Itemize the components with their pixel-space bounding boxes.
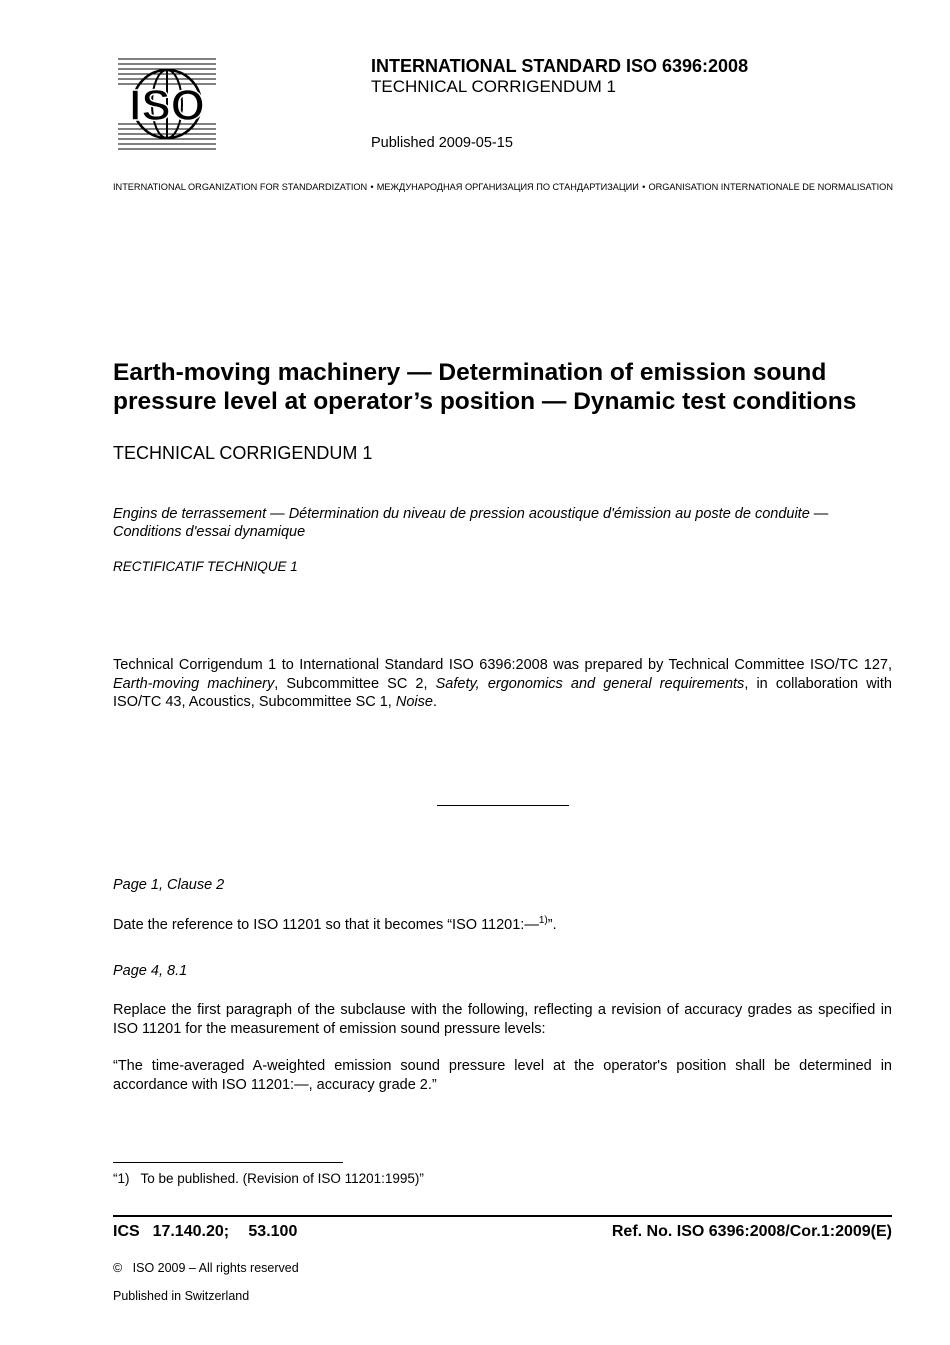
correction-text-1: Date the reference to ISO 11201 so that it becomes “ISO 11201:—$^{1)}$”. bbox=[113, 915, 557, 933]
correction-text-2: Replace the first paragraph of the subclause with the following, reflecting a revision of accuracy grades as specified in ISO 11201 for the measurement of emission sound pressure levels: bbox=[113, 1002, 892, 1037]
copyright: © ISO 2009 – All rights reserved bbox=[113, 1261, 299, 1275]
org-name-fr: ORGANISATION INTERNATIONALE DE NORMALISATION bbox=[648, 182, 893, 192]
correction-reference-1: Page 1, Clause 2 bbox=[113, 877, 225, 893]
french-corrigendum-label: RECTIFICATIF TECHNIQUE 1 bbox=[113, 559, 298, 574]
footer-rule bbox=[113, 1215, 892, 1217]
org-name-ru: МЕЖДУНАРОДНАЯ ОРГАНИЗАЦИЯ ПО СТАНДАРТИЗАЦИИ bbox=[376, 182, 639, 192]
title-line-2: pressure level at operator’s position — Dynamic test conditions bbox=[113, 388, 857, 415]
correction-reference-2: Page 4, 8.1 bbox=[113, 963, 188, 979]
replacement-text: “The time-averaged A-weighted emission sound pressure level at the operator's position shall be determined in accordance with ISO 11201:—, accuracy grade 2.” bbox=[113, 1058, 892, 1093]
org-separator: • bbox=[642, 182, 646, 192]
org-separator: • bbox=[370, 182, 374, 192]
footnote: “1) To be published. (Revision of ISO 11201:1995)” bbox=[113, 1171, 424, 1186]
published-in: Published in Switzerland bbox=[113, 1289, 250, 1303]
document-title bbox=[113, 358, 903, 416]
intro-paragraph: Technical Corrigendum 1 to International Standard ISO 6396:2008 was prepared by Technical Committee ISO/TC 127, Earth-moving machinery, Subcommittee SC 2, Safety, ergonomics and general requirements, in collaboration with ISO/TC 43, Acoustics, Subcommittee SC 1, Noise. bbox=[113, 657, 892, 710]
iso-logo bbox=[118, 56, 216, 152]
published-date: Published 2009-05-15 bbox=[371, 135, 513, 151]
org-name-en: INTERNATIONAL ORGANIZATION FOR STANDARDIZATION bbox=[113, 182, 368, 192]
title-line-1: Earth-moving machinery — Determination of emission sound bbox=[113, 359, 827, 386]
section-divider bbox=[437, 805, 569, 806]
footnote-marker: 1) bbox=[538, 915, 548, 927]
standard-title: INTERNATIONAL STANDARD ISO 6396:2008 bbox=[371, 56, 749, 76]
footnote-rule bbox=[113, 1162, 343, 1163]
french-title: Engins de terrassement — Détermination du niveau de pression acoustique d'émission au poste de conduite — Conditions d'essai dynamique bbox=[113, 506, 829, 540]
logo-text: ISO bbox=[129, 81, 205, 130]
corrigendum-label: TECHNICAL CORRIGENDUM 1 bbox=[113, 443, 373, 463]
standard-subtitle: TECHNICAL CORRIGENDUM 1 bbox=[371, 77, 616, 96]
organization-line bbox=[113, 182, 893, 192]
reference-number: Ref. No. ISO 6396:2008/Cor.1:2009(E) bbox=[611, 1223, 892, 1240]
ics-codes: ICS 17.140.20; 53.100 bbox=[113, 1223, 298, 1240]
